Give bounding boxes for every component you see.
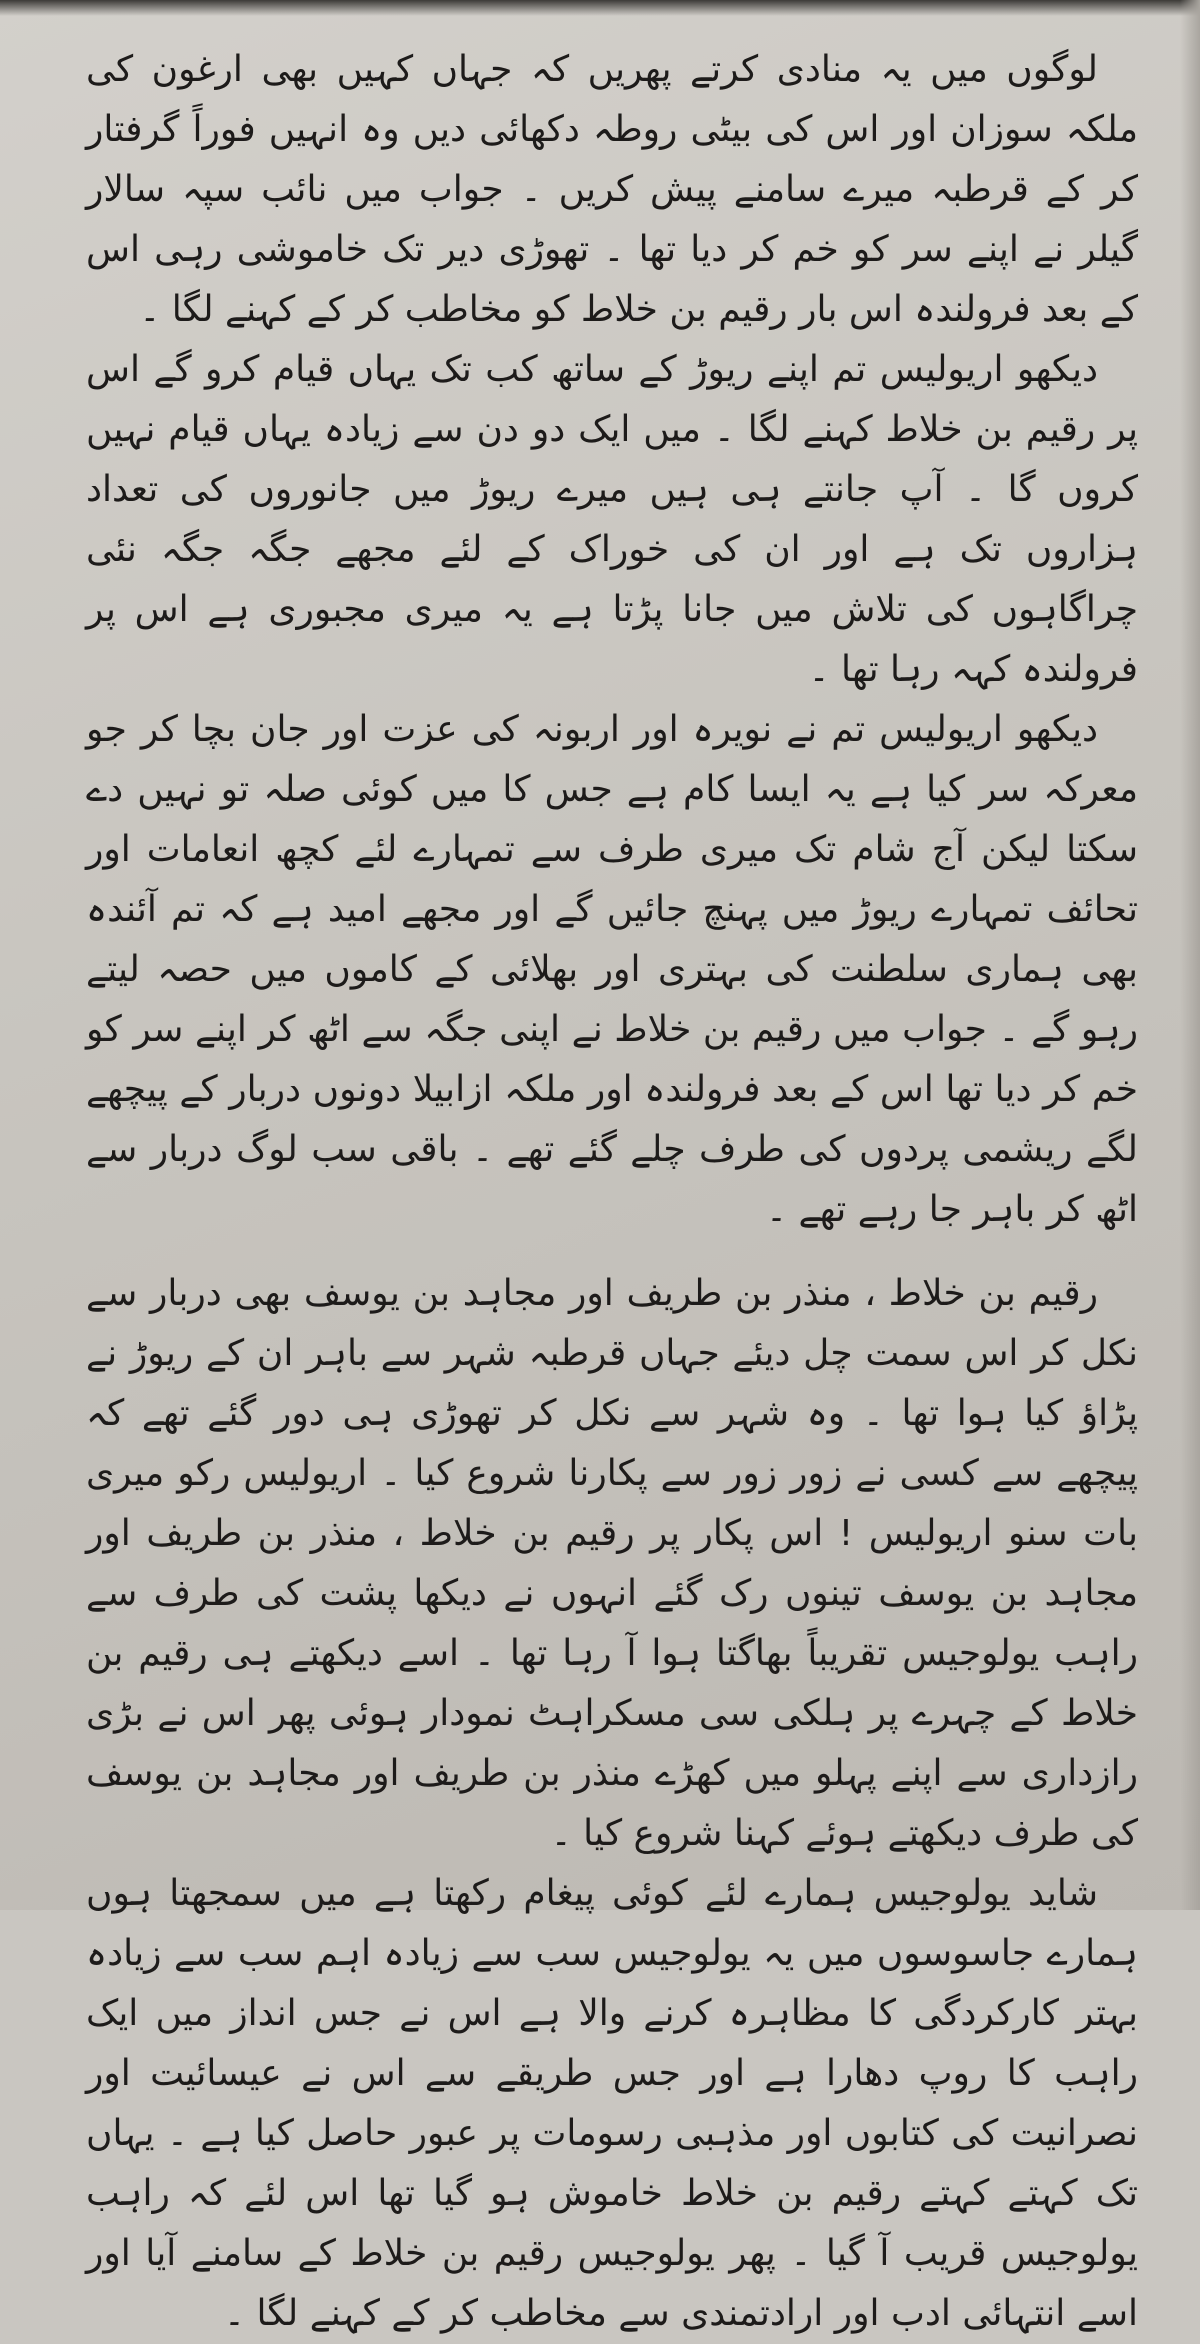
- paragraph-5: شاید یولوجیس ہمارے لئے کوئی پیغام رکھتا ہے میں سمجھتا ہوں ہمارے جاسوسوں میں یہ یولوجیس سب سے زیادہ اہم سب سے زیادہ بہتر کارکردگی کا مظاہرہ کرنے والا ہے اس نے جس انداز میں ایک راہب کا روپ دھارا ہے اور جس طریقے سے اس نے عیسائیت اور نصرانیت کی کتابوں اور مذہبی رسومات پر عبور حاصل کیا ہے ۔ یہاں تک کہتے کہتے رقیم بن خلاط خاموش ہو گیا تھا اس لئے کہ راہب یولوجیس قریب آ گیا ۔ پھر یولوجیس رقیم بن خلاط کے سامنے آیا اور اسے انتہائی ادب اور ارادتمندی سے مخاطب کر کے کہنے لگا ۔: [86, 1873, 1138, 2334]
- page-edge-shadow: [1180, 0, 1200, 1910]
- paragraph-4: رقیم بن خلاط ، منذر بن طریف اور مجاہد بن یوسف بھی دربار سے نکل کر اس سمت چل دیئے جہاں قرطبہ شہر سے باہر ان کے ریوڑ نے پڑاؤ کیا ہوا تھا ۔ وہ شہر سے نکل کر تھوڑی ہی دور گئے تھے کہ پیچھے سے کسی نے زور زور سے پکارنا شروع کیا ۔ اریولیس رکو میری بات سنو اریولیس ! اس پکار پر رقیم بن خلاط ، منذر بن طریف اور مجاہد بن یوسف تینوں رک گئے انہوں نے دیکھا پشت کی طرف سے راہب یولوجیس تقریباً بھاگتا ہوا آ رہا تھا ۔ اسے دیکھتے ہی رقیم بن خلاط کے چہرے پر ہلکی سی مسکراہٹ نمودار ہوئی پھر اس نے بڑی رازداری سے اپنے پہلو میں کھڑے منذر بن طریف اور مجاہد بن یوسف کی طرف دیکھتے ہوئے کہنا شروع کیا ۔: [86, 1273, 1138, 1854]
- paragraph-3: دیکھو اریولیس تم نے نویرہ اور اربونہ کی عزت اور جان بچا کر جو معرکہ سر کیا ہے یہ ایسا کام ہے جس کا میں کوئی صلہ تو نہیں دے سکتا لیکن آج شام تک میری طرف سے تمہارے لئے کچھ انعامات اور تحائف تمہارے ریوڑ میں پہنچ جائیں گے اور مجھے امید ہے کہ تم آئندہ بھی ہماری سلطنت کی بہتری اور بھلائی کے کاموں میں حصہ لیتے رہو گے ۔ جواب میں رقیم بن خلاط نے اپنی جگہ سے اٹھ کر اپنے سر کو خم کر دیا تھا اس کے بعد فرولندہ اور ملکہ ازابیلا دونوں دربار کے پیچھے لگے ریشمی پردوں کی طرف چلے گئے تھے ۔ باقی سب لوگ دربار سے اٹھ کر باہر جا رہے تھے ۔: [86, 709, 1138, 1230]
- paragraph-2: دیکھو اریولیس تم اپنے ریوڑ کے ساتھ کب تک یہاں قیام کرو گے اس پر رقیم بن خلاط کہنے لگا ۔ میں ایک دو دن سے زیادہ یہاں قیام نہیں کروں گا ۔ آپ جانتے ہی ہیں میرے ریوڑ میں جانوروں کی تعداد ہزاروں تک ہے اور ان کی خوراک کے لئے مجھے جگہ جگہ نئی چراگاہوں کی تلاش میں جانا پڑتا ہے یہ میری مجبوری ہے اس پر فرولندہ کہہ رہا تھا ۔: [86, 349, 1138, 690]
- paragraph-1: لوگوں میں یہ منادی کرتے پھریں کہ جہاں کہیں بھی ارغون کی ملکہ سوزان اور اس کی بیٹی روطہ دکھائی دیں وہ انہیں فوراً گرفتار کر کے قرطبہ میرے سامنے پیش کریں ۔ جواب میں نائب سپہ سالار گیلر نے اپنے سر کو خم کر دیا تھا ۔ تھوڑی دیر تک خاموشی رہی اس کے بعد فرولندہ اس بار رقیم بن خلاط کو مخاطب کر کے کہنے لگا ۔: [86, 49, 1138, 330]
- page-top-shadow: [0, 0, 1200, 16]
- page-text: [86, 40, 1138, 2344]
